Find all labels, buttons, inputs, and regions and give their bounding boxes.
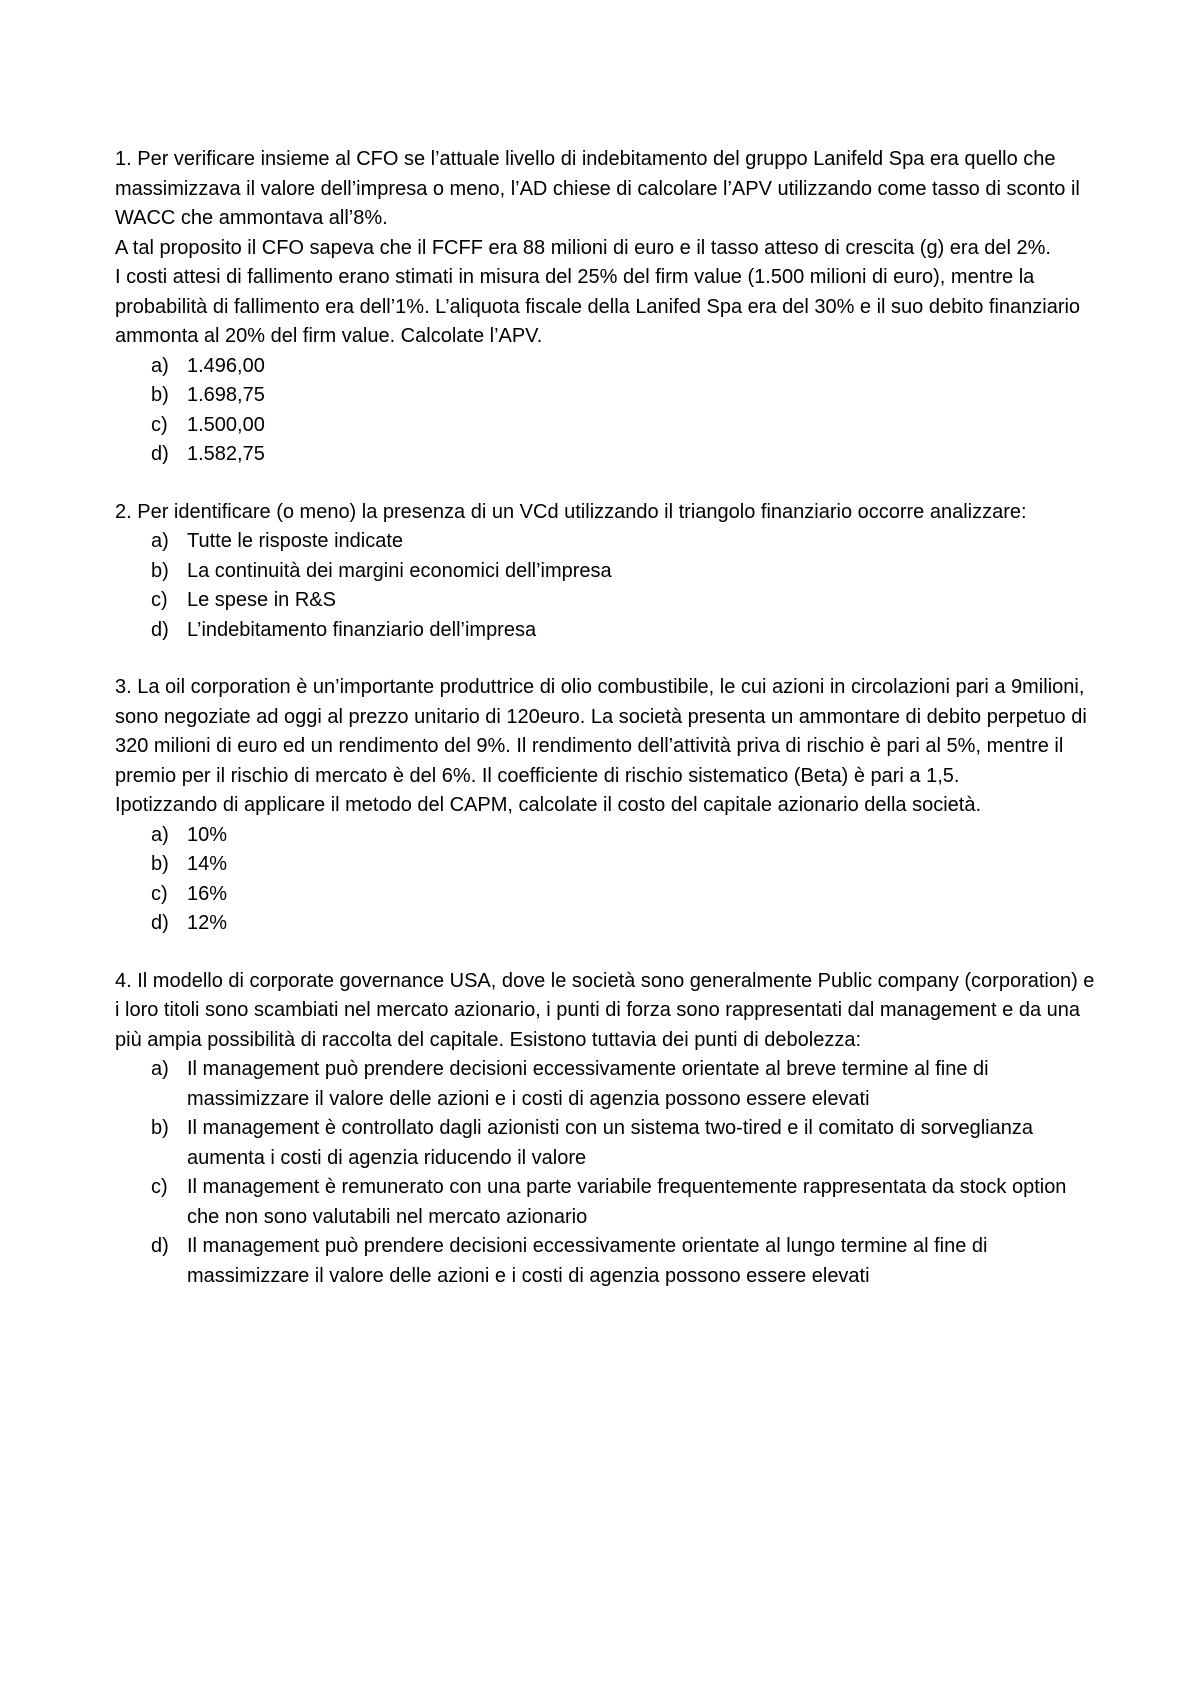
question-2 — [115, 498, 1100, 646]
option-letter: b) — [151, 559, 169, 582]
option-letter: a) — [151, 823, 169, 846]
question-1-option-c — [115, 411, 1100, 441]
question-1-option-b — [115, 381, 1100, 411]
option-letter: c) — [151, 413, 168, 436]
option-text: Le spese in R&S — [187, 589, 336, 611]
option-letter: b) — [151, 384, 169, 406]
option-text: 1.698,75 — [187, 384, 265, 406]
option-text: 16% — [187, 882, 228, 905]
document-page — [115, 145, 1100, 1319]
option-letter: d) — [151, 443, 169, 465]
question-3-option-b — [115, 850, 1100, 880]
question-1-paragraph-2: A tal proposito il CFO sapeva che il FCFF era 88 milioni di euro e il tasso atteso di crescita (g) era del 2%. — [115, 236, 1051, 259]
option-text: Tutte le risposte indicate — [187, 530, 404, 552]
option-text: 14% — [187, 853, 228, 875]
option-text: 1.496,00 — [187, 354, 265, 377]
question-1-option-d — [115, 440, 1100, 470]
question-2-option-b — [115, 557, 1100, 587]
question-2-paragraph-1: 2. Per identificare (o meno) la presenza di un VCd utilizzando il triangolo finanziario occorre analizzare: — [115, 500, 1027, 523]
question-4-paragraph-1: 4. Il modello di corporate governance USA, dove le società sono generalmente Public company (corporation) e i loro titoli sono scambiati nel mercato azionario, i punti di forza sono rappresentati dal management e da una più ampia possibilità di raccolta del capitale. Esistono tuttavia dei punti di debolezza: — [115, 969, 1095, 1051]
option-letter: d) — [151, 912, 169, 934]
option-letter: b) — [151, 1117, 169, 1139]
question-1-option-a — [115, 352, 1100, 382]
option-text: La continuità dei margini economici dell’impresa — [187, 559, 612, 582]
question-4-option-d — [115, 1232, 1100, 1291]
option-letter: c) — [151, 882, 168, 905]
question-4-option-b — [115, 1114, 1100, 1173]
question-3-option-c — [115, 880, 1100, 910]
option-text: Il management può prendere decisioni eccessivamente orientate al breve termine al fine di massimizzare il valore delle azioni e i costi di agenzia possono essere elevati — [187, 1058, 989, 1110]
option-letter: c) — [151, 1176, 168, 1198]
question-4-options — [115, 1055, 1100, 1291]
option-letter: d) — [151, 618, 169, 641]
question-1 — [115, 145, 1100, 470]
question-3-paragraph-2: Ipotizzando di applicare il metodo del CAPM, calcolate il costo del capitale azionario della società. — [115, 794, 982, 816]
question-2-option-a — [115, 527, 1100, 557]
question-4-option-c — [115, 1173, 1100, 1232]
option-text: 1.500,00 — [187, 413, 265, 436]
option-letter: c) — [151, 589, 168, 611]
option-text: L’indebitamento finanziario dell’impresa — [187, 618, 537, 641]
option-letter: a) — [151, 1058, 169, 1080]
option-letter: b) — [151, 853, 169, 875]
question-3 — [115, 673, 1100, 939]
question-4-option-a — [115, 1055, 1100, 1114]
question-1-paragraph-1: 1. Per verificare insieme al CFO se l’attuale livello di indebitamento del gruppo Lanifeld Spa era quello che massimizzava il valore dell’impresa o meno, l’AD chiese di calcolare l’APV utilizzando come tasso di sconto il WACC che ammontava all’8%. — [115, 148, 1080, 229]
option-text: 10% — [187, 823, 228, 846]
question-4 — [115, 967, 1100, 1292]
question-2-option-c — [115, 586, 1100, 616]
option-text: 12% — [187, 912, 228, 934]
question-1-options — [115, 352, 1100, 470]
option-letter: d) — [151, 1235, 169, 1257]
question-3-paragraph-1: 3. La oil corporation è un’importante produttrice di olio combustibile, le cui azioni in circolazioni pari a 9milioni, sono negoziate ad oggi al prezzo unitario di 120euro. La società presenta un ammontare di debito perpetuo di 320 milioni di euro ed un rendimento del 9%. Il rendimento dell’attività priva di rischio è pari al 5%, mentre il premio per il rischio di mercato è del 6%. Il coefficiente di rischio sistematico (Beta) è pari a 1,5. — [115, 676, 1087, 787]
option-text: Il management è remunerato con una parte variabile frequentemente rappresentata da stock option che non sono valutabili nel mercato azionario — [187, 1176, 1067, 1228]
option-text: 1.582,75 — [187, 443, 265, 465]
option-text: Il management può prendere decisioni eccessivamente orientate al lungo termine al fine di massimizzare il valore delle azioni e i costi di agenzia possono essere elevati — [187, 1235, 988, 1287]
question-2-options — [115, 527, 1100, 645]
option-letter: a) — [151, 354, 169, 377]
question-3-option-d — [115, 909, 1100, 939]
question-3-options — [115, 821, 1100, 939]
option-letter: a) — [151, 530, 169, 552]
question-3-option-a — [115, 821, 1100, 851]
question-2-option-d — [115, 616, 1100, 646]
question-1-paragraph-3: I costi attesi di fallimento erano stimati in misura del 25% del firm value (1.500 milioni di euro), mentre la probabilità di fallimento era dell’1%. L’aliquota fiscale della Lanifed Spa era del 30% e il suo debito finanziario ammonta al 20% del firm value. Calcolate l’APV. — [115, 266, 1081, 347]
option-text: Il management è controllato dagli azionisti con un sistema two-tired e il comitato di sorveglianza aumenta i costi di agenzia riducendo il valore — [187, 1117, 1033, 1169]
